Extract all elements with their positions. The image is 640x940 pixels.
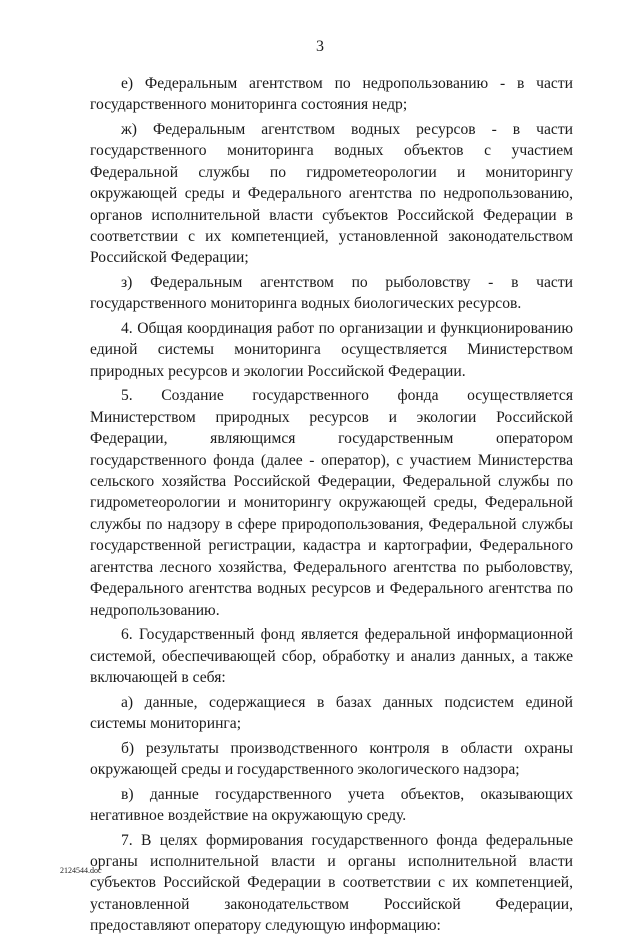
paragraph-zh: ж) Федеральным агентством водных ресурсов - в части государственного мониторинга водных объектов с участием Федеральной службы по гидрометеорологии и мониторингу окружающей среды и Федерального агентства по недропользованию, органов исполнительной власти субъектов Российской Федерации в соответствии с их компетенцией, установленной законодательством Российской Федерации; — [90, 121, 573, 267]
paragraph-4: 4. Общая координация работ по организации и функционированию единой системы мониторинга осуществляется Министерством природных ресурсов и экологии Российской Федерации. — [90, 320, 573, 380]
page-number: 3 — [316, 38, 324, 55]
paragraph-5: 5. Создание государственного фонда осуществляется Министерством природных ресурсов и экологии Российской Федерации, являющимся государственным оператором государственного фонда (далее - оператор), с участием Министерства сельского хозяйства Российской Федерации, Федеральной службы по гидрометеорологии и мониторингу окружающей среды, Федеральной службы по надзору в сфере природопользования, Федеральной службы государственной регистрации, кадастра и картографии, Федерального агентства лесного хозяйства, Федерального агентства по рыболовству, Федерального агентства водных ресурсов и Федерального агентства по недропользованию. — [90, 387, 573, 619]
paragraph-z: з) Федеральным агентством по рыболовству - в части государственного мониторинга водных биологических ресурсов. — [90, 274, 573, 313]
document-body — [90, 73, 573, 940]
paragraph-a: а) данные, содержащиеся в базах данных подсистем единой системы мониторинга; — [90, 693, 573, 732]
paragraph-b: б) результаты производственного контроля в области охраны окружающей среды и государственного экологического надзора; — [90, 739, 573, 778]
footer-filename: 2124544.doc — [60, 866, 102, 875]
paragraph-6: 6. Государственный фонд является федеральной информационной системой, обеспечивающей сбор, обработку и анализ данных, а также включающей в себя: — [90, 626, 573, 686]
paragraph-e: е) Федеральным агентством по недропользованию - в части государственного мониторинга состояния недр; — [90, 75, 573, 114]
paragraph-v: в) данные государственного учета объектов, оказывающих негативное воздействие на окружающую среду. — [90, 785, 573, 824]
paragraph-7: 7. В целях формирования государственного фонда федеральные органы исполнительной власти и органы исполнительной власти субъектов Российской Федерации в соответствии с их компетенцией, установленной законодательством Российской Федерации, предоставляют оператору следующую информацию: — [90, 831, 573, 935]
